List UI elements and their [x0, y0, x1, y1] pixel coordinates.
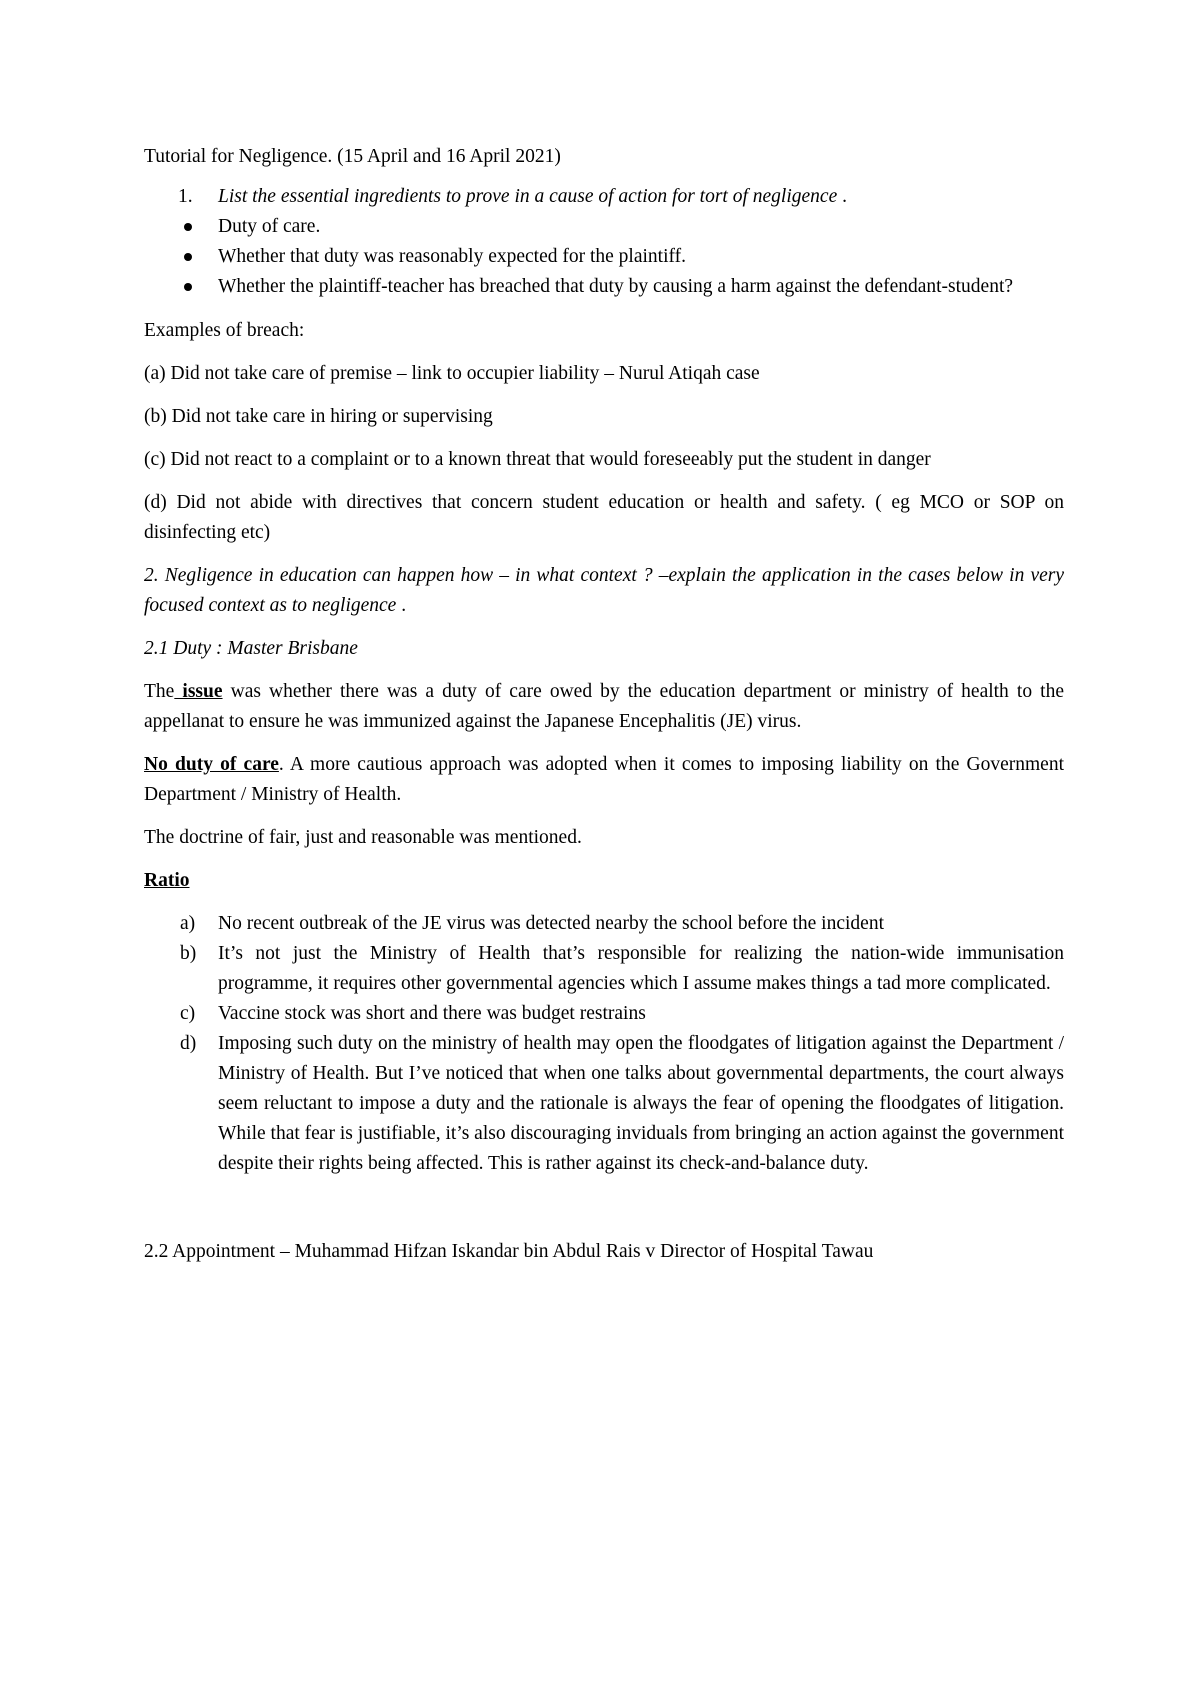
ingredient-text: Whether that duty was reasonably expected for the plaintiff.: [218, 246, 687, 267]
ingredients-list: [144, 212, 1064, 302]
section-2-2-heading: 2.2 Appointment – Muhammad Hifzan Iskandar bin Abdul Rais v Director of Hospital Tawau: [144, 1241, 874, 1262]
question-1: [144, 182, 1064, 212]
doctrine-paragraph: The doctrine of fair, just and reasonable was mentioned.: [144, 827, 582, 848]
list-item: [144, 999, 1064, 1029]
ratio-marker: d): [180, 1033, 197, 1054]
ingredient-text: Whether the plaintiff-teacher has breached that duty by causing a harm against the defendant-student?: [218, 276, 1014, 297]
bullet-icon: [184, 283, 192, 291]
example-d: (d) Did not abide with directives that concern student education or health and safety. ( eg MCO or SOP on disinfecting etc): [144, 492, 1064, 543]
ratio-heading: Ratio: [144, 870, 190, 891]
ratio-list: [144, 909, 1064, 1179]
issue-post: was whether there was a duty of care owed by the education department or ministry of health to the appellanat to ensure he was immunized against the Japanese Encephalitis (JE) virus.: [144, 681, 1064, 732]
no-duty-bold: No duty of care: [144, 754, 279, 775]
no-duty-paragraph: [144, 750, 1064, 810]
ratio-text: It’s not just the Ministry of Health that’s responsible for realizing the nation-wide immunisation programme, it requires other governmental agencies which I assume makes things a tad more complicated.: [218, 943, 1064, 994]
issue-pre: The: [144, 681, 175, 702]
section-2-1-heading: 2.1 Duty : Master Brisbane: [144, 638, 358, 659]
document-page: [144, 142, 1064, 1267]
ratio-marker: b): [180, 943, 197, 964]
ratio-text: Vaccine stock was short and there was budget restrains: [218, 1003, 646, 1024]
ratio-marker: a): [180, 913, 196, 934]
question-2: [144, 561, 1064, 621]
list-item: [144, 212, 1064, 242]
issue-bold: issue: [174, 681, 223, 702]
no-duty-post: . A more cautious approach was adopted when it comes to imposing liability on the Government Department / Ministry of Health.: [144, 754, 1064, 805]
document-title: Tutorial for Negligence. (15 April and 16 April 2021): [144, 146, 561, 167]
list-item: [144, 242, 1064, 272]
question-1-number: 1.: [178, 186, 193, 207]
list-item: [144, 939, 1064, 999]
question-2-text: 2. Negligence in education can happen how – in what context ? –explain the application in the cases below in very focused context as to negligence: [144, 565, 1064, 616]
question-list: [144, 182, 1064, 212]
ratio-text: No recent outbreak of the JE virus was detected nearby the school before the incident: [218, 913, 884, 934]
question-1-text: List the essential ingredients to prove in a cause of action for tort of negligence: [218, 186, 838, 207]
issue-paragraph: [144, 677, 1064, 737]
list-item: [144, 909, 1064, 939]
examples-heading: Examples of breach:: [144, 320, 305, 341]
example-a: (a) Did not take care of premise – link to occupier liability – Nurul Atiqah case: [144, 363, 760, 384]
question-1-end: .: [837, 186, 847, 207]
ratio-text: Imposing such duty on the ministry of health may open the floodgates of litigation against the Department / Ministry of Health. But I’ve noticed that when one talks about governmental departments, the court always seem reluctant to impose a duty and the rationale is always the fear of opening the floodgates of litigation. While that fear is justifiable, it’s also discouraging inviduals from bringing an action against the government despite their rights being affected. This is rather against its check-and-balance duty.: [218, 1033, 1064, 1174]
bullet-icon: [184, 253, 192, 261]
example-c: (c) Did not react to a complaint or to a known threat that would foreseeably put the student in danger: [144, 449, 931, 470]
question-2-end: .: [396, 595, 407, 616]
list-item: [144, 272, 1064, 302]
ratio-marker: c): [180, 1003, 196, 1024]
bullet-icon: [184, 223, 192, 231]
ingredient-text: Duty of care.: [218, 216, 321, 237]
example-b: (b) Did not take care in hiring or supervising: [144, 406, 493, 427]
list-item: [144, 1029, 1064, 1179]
